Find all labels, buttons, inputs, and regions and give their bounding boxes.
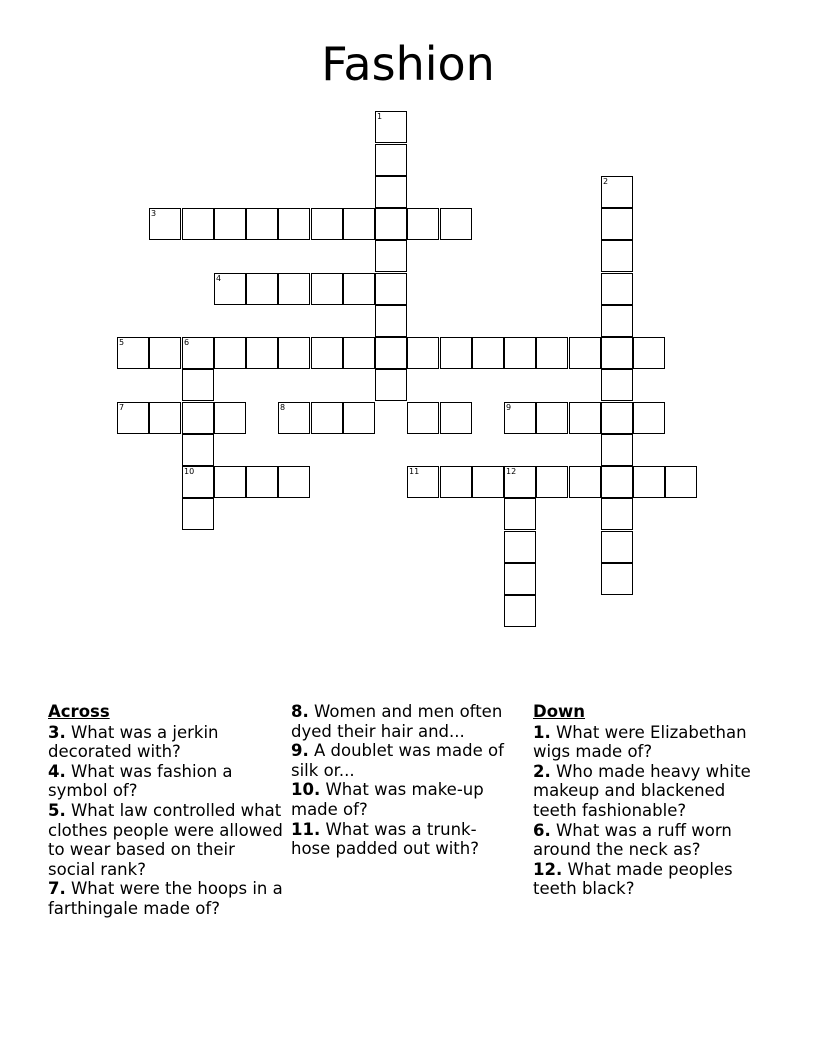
grid-cell[interactable] [375, 369, 407, 401]
grid-cell[interactable] [375, 144, 407, 176]
grid-cell[interactable] [149, 337, 181, 369]
grid-cell[interactable] [407, 466, 439, 498]
clue-text: What were the hoops in a farthingale made of? [48, 879, 283, 918]
grid-cell[interactable] [375, 111, 407, 143]
clue-number: 10. [291, 780, 321, 800]
cell-number: 8 [280, 403, 286, 412]
grid-cell[interactable] [601, 563, 633, 595]
grid-cell[interactable] [214, 208, 246, 240]
grid-cell[interactable] [214, 273, 246, 305]
clue [533, 762, 773, 821]
clue-text: What was make-up made of? [291, 780, 484, 819]
grid-cell[interactable] [375, 273, 407, 305]
grid-cell[interactable] [182, 208, 214, 240]
grid-cell[interactable] [343, 208, 375, 240]
cell-number: 2 [603, 177, 609, 186]
clue-number: 3. [48, 722, 66, 742]
across-clues-column-continued [291, 702, 511, 859]
grid-cell[interactable] [633, 466, 665, 498]
grid-cell[interactable] [214, 466, 246, 498]
grid-cell[interactable] [246, 273, 278, 305]
puzzle-title: Fashion [321, 37, 495, 91]
clue [533, 860, 773, 899]
clue-number: 9. [291, 741, 309, 761]
grid-cell[interactable] [569, 402, 601, 434]
grid-cell[interactable] [536, 337, 568, 369]
clue-number: 8. [291, 702, 309, 721]
grid-cell[interactable] [601, 434, 633, 466]
grid-cell[interactable] [601, 498, 633, 530]
grid-cell[interactable] [149, 208, 181, 240]
grid-cell[interactable] [601, 240, 633, 272]
clue-number: 7. [48, 879, 66, 899]
grid-cell[interactable] [246, 337, 278, 369]
clue [48, 723, 284, 762]
grid-cell[interactable] [375, 305, 407, 337]
clue-text: What made peoples teeth black? [533, 859, 733, 899]
grid-cell[interactable] [601, 208, 633, 240]
grid-cell[interactable] [214, 337, 246, 369]
across-clue-list-continued [291, 702, 511, 859]
grid-cell[interactable] [182, 369, 214, 401]
grid-cell[interactable] [536, 402, 568, 434]
grid-cell[interactable] [278, 337, 310, 369]
cell-number: 7 [119, 403, 125, 412]
grid-cell[interactable] [665, 466, 697, 498]
cell-number: 5 [119, 338, 125, 347]
clue-text: What were Elizabethan wigs made of? [533, 722, 747, 762]
grid-cell[interactable] [182, 498, 214, 530]
grid-cell[interactable] [117, 402, 149, 434]
clue-number: 2. [533, 761, 551, 781]
grid-cell[interactable] [601, 531, 633, 563]
grid-cell[interactable] [278, 273, 310, 305]
grid-cell[interactable] [569, 466, 601, 498]
grid-cell[interactable] [504, 402, 536, 434]
grid-cell[interactable] [182, 337, 214, 369]
grid-cell[interactable] [311, 273, 343, 305]
clue-number: 4. [48, 761, 66, 781]
down-heading: Down [533, 702, 586, 721]
grid-cell[interactable] [182, 466, 214, 498]
grid-cell[interactable] [472, 337, 504, 369]
grid-cell[interactable] [633, 402, 665, 434]
grid-cell[interactable] [214, 402, 246, 434]
clue [291, 820, 511, 859]
grid-cell[interactable] [601, 369, 633, 401]
grid-cell[interactable] [504, 466, 536, 498]
grid-cell[interactable] [569, 337, 601, 369]
clue-text: What was fashion a symbol of? [48, 761, 233, 801]
cell-number: 9 [506, 403, 512, 412]
clue [291, 780, 511, 819]
grid-cell[interactable] [407, 208, 439, 240]
grid-cell[interactable] [246, 208, 278, 240]
grid-cell[interactable] [343, 273, 375, 305]
grid-cell[interactable] [375, 240, 407, 272]
clue-number: 6. [533, 820, 551, 840]
grid-cell[interactable] [601, 305, 633, 337]
grid-cell[interactable] [343, 337, 375, 369]
grid-cell[interactable] [601, 273, 633, 305]
cell-number: 6 [184, 338, 190, 347]
grid-cell[interactable] [311, 208, 343, 240]
grid-cell[interactable] [440, 402, 472, 434]
clue-text: What was a ruff worn around the neck as? [533, 820, 732, 860]
clue [533, 723, 773, 762]
grid-cell[interactable] [375, 208, 407, 240]
grid-cell[interactable] [278, 208, 310, 240]
grid-cell[interactable] [182, 402, 214, 434]
clue-text: What law controlled what clothes people were allowed to wear based on their social rank? [48, 800, 283, 879]
clue-text: What was a trunk-hose padded out with? [291, 819, 479, 859]
grid-cell[interactable] [375, 176, 407, 208]
grid-cell[interactable] [504, 563, 536, 595]
clue [48, 801, 284, 879]
clue-number: 1. [533, 722, 551, 742]
grid-cell[interactable] [472, 466, 504, 498]
cell-number: 12 [506, 467, 517, 476]
grid-cell[interactable] [601, 176, 633, 208]
clue [48, 762, 284, 801]
grid-cell[interactable] [278, 402, 310, 434]
grid-cell[interactable] [536, 466, 568, 498]
grid-cell[interactable] [343, 402, 375, 434]
cell-number: 3 [151, 209, 157, 218]
grid-cell[interactable] [311, 337, 343, 369]
grid-cell[interactable] [375, 337, 407, 369]
grid-cell[interactable] [504, 337, 536, 369]
clue-text: Women and men often dyed their hair and... [291, 702, 503, 741]
clue-number: 12. [533, 859, 563, 879]
clue-number: 5. [48, 800, 66, 820]
across-clue-list [48, 723, 284, 919]
clue-text: Who made heavy white makeup and blackened teeth fashionable? [533, 761, 751, 820]
grid-cell[interactable] [407, 337, 439, 369]
cell-number: 11 [409, 467, 420, 476]
grid-cell[interactable] [440, 337, 472, 369]
grid-cell[interactable] [633, 337, 665, 369]
clue [533, 821, 773, 860]
grid-cell[interactable] [440, 208, 472, 240]
clue [48, 879, 284, 918]
clue [291, 702, 511, 741]
grid-cell[interactable] [149, 402, 181, 434]
grid-cell[interactable] [601, 337, 633, 369]
cell-number: 10 [184, 467, 195, 476]
down-clues-column [533, 702, 773, 899]
cell-number: 1 [377, 112, 383, 121]
grid-cell[interactable] [117, 337, 149, 369]
cell-number: 4 [216, 274, 222, 283]
clue-text: What was a jerkin decorated with? [48, 722, 219, 762]
grid-cell[interactable] [601, 402, 633, 434]
grid-cell[interactable] [440, 466, 472, 498]
grid-cell[interactable] [601, 466, 633, 498]
clue-number: 11. [291, 819, 321, 839]
clue [291, 741, 511, 780]
grid-cell[interactable] [246, 466, 278, 498]
clue-text: A doublet was made of silk or... [291, 741, 504, 780]
across-clues-column [48, 702, 284, 919]
grid-cell[interactable] [182, 434, 214, 466]
down-clue-list [533, 723, 773, 899]
grid-cell[interactable] [504, 498, 536, 530]
grid-cell[interactable] [407, 402, 439, 434]
across-heading: Across [48, 702, 110, 721]
grid-cell[interactable] [278, 466, 310, 498]
grid-cell[interactable] [504, 531, 536, 563]
grid-cell[interactable] [504, 595, 536, 627]
grid-cell[interactable] [311, 402, 343, 434]
